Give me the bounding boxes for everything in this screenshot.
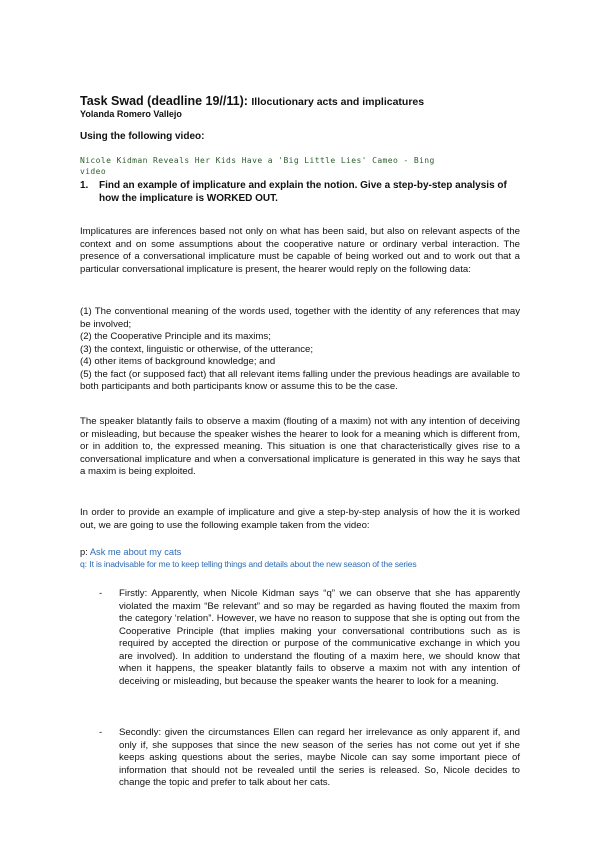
bullet-secondly [99,727,520,790]
video-link[interactable]: Nicole Kidman Reveals Her Kids Have a 'Big Little Lies' Cameo - Bing video [80,156,435,176]
paragraph-example-intro: In order to provide an example of implicature and give a step-by-step analysis of how the it is worked out, we are going to use the following example taken from the video: [80,507,520,531]
title-subtitle: Illocutionary acts and implicatures [251,96,425,108]
question-1 [80,180,520,205]
example-dialogue [80,546,530,570]
speaker-q-label: q: [80,559,87,569]
list-item: (1) The conventional meaning of the words used, together with the identity of any references that may be involved; [80,306,520,330]
bullet-text: Firstly: Apparently, when Nicole Kidman says “q” we can observe that she has apparently violated the maxim “Be relevant” and so may be regarded as having flouted the maxim from the category ‘relation”. However, we have no reason to suppose that she is opting out from the Cooperative Principle (that implies making your conversational contributions such as is required by accepted the direction or purpose of the communicative exchange in which you are involved). In addition to understand the flouting of a maxim here, we should know that when it happens, the speaker blatantly fails to observe a maxim not with any intention of deceiving or misleading, but because the speaker wants the hearer to look for a meaning. [119,588,520,687]
speaker-p-label: p: [80,547,88,557]
document-title [80,94,424,108]
bullet-dash: - [99,588,103,599]
list-item: (4) other items of background knowledge; and [80,356,276,367]
question-text: Find an example of implicature and explain the notion. Give a step-by-step analysis of how the implicature is WORKED OUT. [99,180,507,204]
utterance-q: It is inadvisable for me to keep telling things and details about the new season of the series [89,559,417,569]
list-item: (2) the Cooperative Principle and its maxims; [80,331,271,342]
list-item: (5) the fact (or supposed fact) that all relevant items falling under the previous headings are available to both participants and both participants know or assume this to be the case. [80,368,520,392]
utterance-p: Ask me about my cats [89,547,182,557]
bullet-dash: - [99,727,103,738]
bullet-text: Secondly: given the circumstances Ellen can regard her irrelevance as only apparent if, and only if, she supposes that since the new season of the series has not come out yet if she keeps asking questions about the series, maybe Nicole can say some important piece of information that should not be revealed until the series is released. So, Nicole decides to change the topic and prefer to talk about her cats. [119,727,520,788]
paragraph-implicatures: Implicatures are inferences based not only on what has been said, but also on relevant aspects of the context and on some assumptions about the cooperative nature or ordinary verbal interaction. The presence of a conversational implicature must be capable of being worked out and to work out that a particular conversational implicature is present, the hearer would reply on the following data: [80,226,520,275]
author-name: Yolanda Romero Vallejo [80,109,182,119]
question-number: 1. [80,180,89,191]
using-video-label: Using the following video: [80,131,205,142]
list-item: (3) the context, linguistic or otherwise, of the utterance; [80,343,314,355]
paragraph-flouting: The speaker blatantly fails to observe a maxim (flouting of a maxim) not with any intention of deceiving or misleading, but because the speaker wishes the hearer to look for a meaning which is different from, or in addition to, the expressed meaning. This situation is one that characteristically gives rise to a conversational implicature and when a conversational implicature is generated in this way he says that a maxim is being exploited. [80,416,520,477]
example-line-p [80,546,530,558]
bullet-firstly [99,588,520,688]
example-line-q [80,558,530,570]
title-main: Task Swad (deadline 19//11): [80,94,248,108]
data-list [80,306,520,394]
